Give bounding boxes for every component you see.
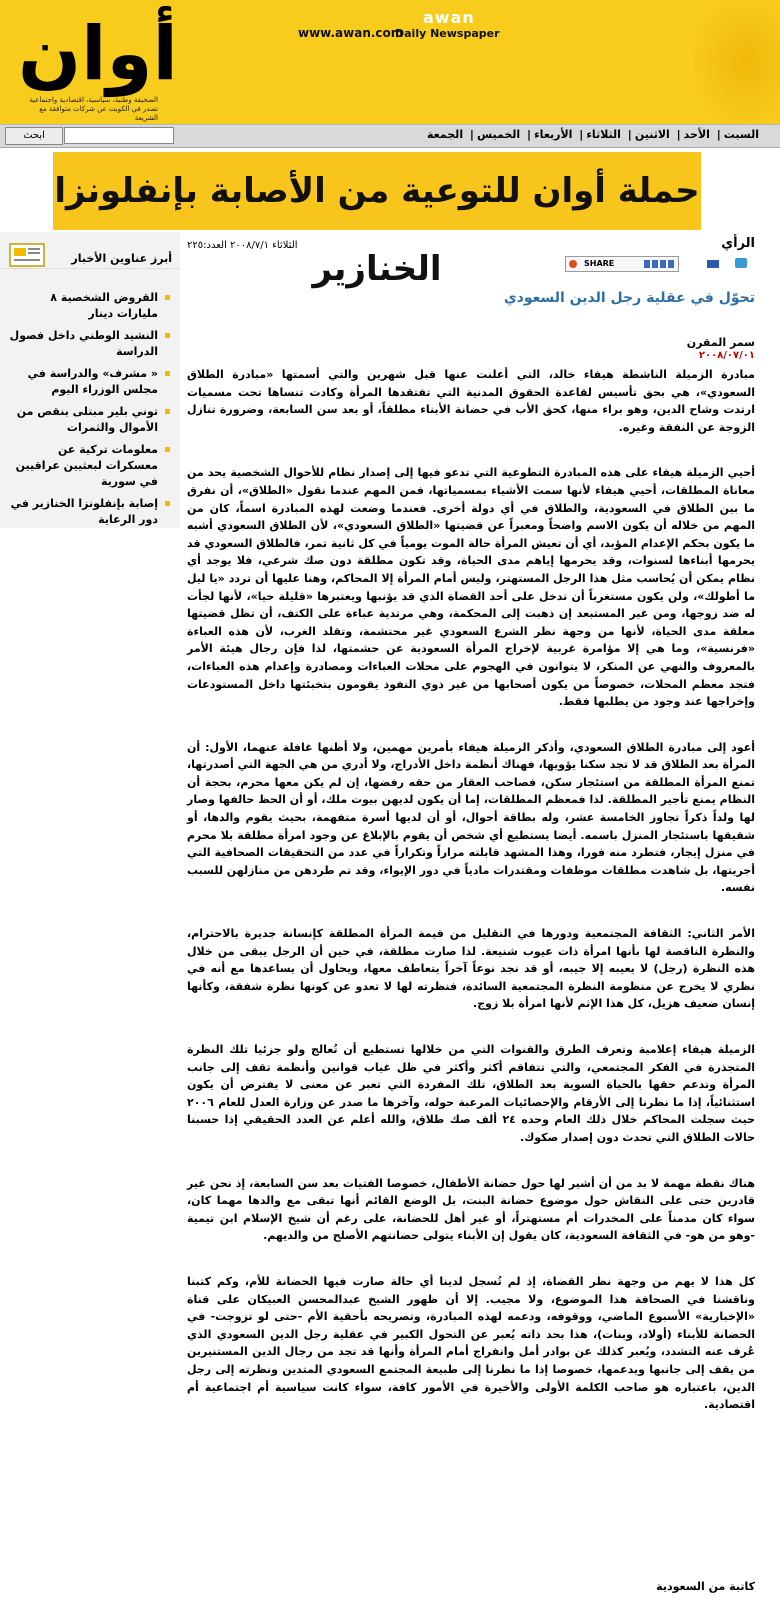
nav-day-monday[interactable]: الاثنين — [634, 128, 670, 141]
headline-list — [0, 290, 180, 534]
article-paragraph: الأمر الثاني: الثقافة المجتمعية ودورها في التقليل من قيمة المرأة المطلقة كإنسانة جديرة بالاحترام، والنظرة الناقصة لها بأنها امرأة ذات عيوب شنيعة. لذا صارت مطلقة، في حين أن الرجل يبقى من خلال هذه النظرة (رجل) لا يعيبه إلا جيبه، أو قد نجد نوعاً آخراً يتعاطف معها، ويحاول أن يساعدها مع أنه في نظري لا يخرج عن منظومة النظرة المجتمعية السائدة، فنظرته لها لا تعدو عن كونها نظرة شفقة، وكأنها إنسان ضعيف هزيل، كل هذا الإثم لأنها امرأة بلا زوج. — [187, 927, 755, 1011]
nav-day-sunday[interactable]: الأحد — [683, 128, 710, 141]
article-body — [187, 366, 755, 1442]
social-icons — [644, 260, 674, 268]
sidebar-header — [0, 238, 180, 269]
nav-day-wednesday[interactable]: الأربعاء — [534, 128, 573, 141]
search-button[interactable]: ابحث — [5, 127, 63, 145]
headline-item[interactable]: إصابة بإنفلونزا الخنازير في دور الرعاية — [0, 496, 180, 528]
headline-item[interactable]: النشيد الوطني داخل فصول الدراسة — [0, 328, 180, 360]
search-input[interactable] — [64, 127, 174, 144]
article-author[interactable]: سمر المقرن — [686, 336, 755, 349]
email-icon[interactable] — [707, 260, 719, 268]
site-logo[interactable] — [8, 8, 178, 122]
article-paragraph: أحيي الزميلة هيفاء على هذه المبادرة التطوعية التي تدعو فيها إلى إصدار نظام للأحوال الشخصية يحد من معاناة المطلقات، أحيي هيفاء لأنها سمت الأشياء بمسمياتها، فمن المهم عندما نقول «الطلاق»، أن نفرق ما بين الطلاق في السعودية، والطلاق في أي دولة أخرى. فعندما وضعت لهذه المبادرة اسماً، كان من المهم من خلاله أن يكون الاسم واضحاً ومعبراً عن قضيتها «الطلاق السعودي»، لأن الطلاق السعودي أشبه ما يكون بحكم الإعدام المؤبد، أي أن تعيش المرأة حالة الموت يومياً في كل ثانية تمر، فالطلاق السعودي قد يحرمها أبناءها لسنوات، وقد يحرمها إياهم مدى الحياة، وقد تكون مطلقة دون صك شرعي، فلا يوجد أي نظام يمكن أن يُحاسب مثل هذا الرجل المستهتر، وليس أمام المرأة إلا المحاكم، وهنا عليها أن تردد «يا ليل ما أطولك»، ولن يكون مستغرباً أن تدخل على أحد القضاة الذي قد يؤنبها ويعتبرها «قليلة حيا»، لأنها لجأت له ضد زوجها، ومن غير المستبعد إن ذهبت إلى المحكمة، وهي مرتدية عباءة على الكتف، أن تظل قضيتها معلقة مدى الحياة، لأنها من وجهة نظر الشرع السعودي غير محتشمة، وتقلد الغرب، لأن هذه العباءة «فرنسية»، وما هي إلا مؤامرة غربية لإخراج المرأة السعودية عن حشمتها، لذا فإن رجال هيئة الأمر بالمعروف والنهي عن المنكر، لا يتوانون في الهجوم على محلات العباءات ومصادرة وإعدام هذه العباءات، فتجد معظم المحلات، خصوصاً من يكون أصحابها من غير ذوي النفوذ يقومون بتخبئتها داخل المستودعات وإخراجها عند وجود من يطلبها فقط. — [187, 466, 755, 709]
article-paragraph: مبادرة الزميلة الناشطة هيفاء خالد، التي أعلنت عنها قبل شهرين والتي أسمتها «مبادرة الطلاق السعودي»، هي بحق تأسيس لقاعدة الحقوق المدنية التي تفتقدها المرأة وكادت تنساها تحت مسميات ارتدت وشاح الدين، وهو براء منها، كحق الأب في حضانة الأبناء مطلقاً، أو بعد سن السابعة، وضرورة تنازل الزوجة عن النفقة وغيره. — [187, 368, 755, 434]
site-header — [0, 0, 780, 124]
article-title: تحوّل في عقلية رجل الدين السعودي — [503, 290, 755, 306]
author-byline: كاتبة من السعودية — [656, 1580, 755, 1593]
headline-item[interactable]: القروض الشخصية ٨ مليارات دينار — [0, 290, 180, 322]
brand-subtitle: Daily Newspaper — [395, 27, 500, 40]
share-button[interactable] — [565, 256, 679, 272]
share-label: SHARE — [584, 259, 615, 268]
day-nav-bar — [0, 124, 780, 148]
headline-item[interactable]: توني بلير مبتلى بنقص من الأموال والثمرات — [0, 404, 180, 436]
logo-wordmark: أوان — [18, 11, 178, 97]
article-date: ٢٠٠٨/٠٧/٠١ — [698, 350, 755, 361]
site-url[interactable]: www.awan.com — [298, 26, 404, 40]
banner-text: حملة أوان للتوعية من الأصابة بإنفلونزا الخنازير — [54, 171, 700, 289]
section-header — [187, 232, 755, 272]
nav-day-tuesday[interactable]: الثلاثاء — [586, 128, 621, 141]
share-icon — [569, 260, 577, 268]
newspaper-icon — [8, 241, 48, 269]
news-sidebar — [0, 232, 180, 528]
nav-day-thursday[interactable]: الخميس — [476, 128, 521, 141]
header-decoration — [695, 0, 780, 124]
headline-item[interactable]: معلومات تركية عن معسكرات لبعثيين عراقيين في سورية — [0, 442, 180, 490]
logo-tagline: الصحيفة وطنية، سياسية، اقتصادية واجتماعية تصدر في الكويت عن شركات متوافقة مع الشريعة — [29, 96, 158, 122]
article-paragraph: أعود إلى مبادرة الطلاق السعودي، وأذكر الزميلة هيفاء بأمرين مهمين، ولا أظنها غافلة عنهما، الأول: أن المرأة بعد الطلاق قد لا تجد سكنا يؤويها، فهناك أنظمة داخل الأدراج، ولا أدري من هي الجهة التي أصدرتها، تمنع المرأة المطلقة من استئجار سكن، فصاحب العقار من حقه رفضها، إن لم يكن معها محرم، بحجة أن النظام يمنع تأجير المطلقة. لذا فمعظم المطلقات، إما أن يكون لديهن بيوت ملك، أو أن الحظ حالفها وصار لها ولداً ذكراً تجاوز الخامسة عشر، وله بطاقة أحوال، أو أن لديها أسرة متفهمة، بحيث يقوم والدها، أو شقيقها باستئجار المنزل باسمه. أيضا يستطيع أي شخص أن يقوم بالإبلاغ عن وجود امرأة مطلقة بلا محرم في منزل إيجار، فتطرد منه فورا، وهذا المشهد قابلته مراراً وتكراراً في عدد من التحقيقات الصحافية التي أجريتها، بل شاهدت مطلقات موظفات ومقتدرات مادياً في دور الإيواء، وقد تم طردهن من منازلهن للسبب نفسه. — [187, 740, 755, 895]
headline-item[interactable]: « مشرف» والدراسة في مجلس الوزراء اليوم — [0, 366, 180, 398]
comment-icon[interactable] — [735, 258, 747, 268]
article-paragraph: هناك نقطة مهمة لا بد من أن أشير لها حول حضانة الأطفال، خصوصا الفتيات بعد سن السابعة، إذ نحن غير قادرين حتى على النقاش حول موضوع حضانة البنت، بل الوضع القائم أنها تبقى مع والدها مهما كان، سواء كان مدمناً على المخدرات أم مستهتراً، أو غير أهل للحضانة، على رغم أن شيخ الإسلام ابن تيمية -وهو من هو- في الثقافة السعودية، كان يقول إن الأبناء يتولى حضانتهم الأصلح من والديهم. — [187, 1176, 755, 1243]
article-paragraph: الزميلة هيفاء إعلامية وتعرف الطرق والقنوات التي من خلالها تستطيع أن تُعالج ولو جزئيا تلك النظرة المتجذرة في الفكر المجتمعي، والتي تتفاقم أكثر وأكثر في ظل غياب قوانين وأنظمة تقف إلى جانب المرأة وتدعم حقها بالحياة السوية بعد الطلاق، تلك المفردة التي تعبر عن معنى لا يفترض أن يكون استثنائياً، إذا ما نظرنا إلى الأرقام والإحصائيات المرعبة حوله، وآخرها ما صدر عن وزارة العدل للعام ٢٠٠٦ حيث سجلت المحاكم خلال ذلك العام وحده ٢٤ ألف صك طلاق، والله أعلم عن العدد الحقيقي إذا حسبنا حالات الطلاق التي تحدث دون إصدار صكوك. — [187, 1043, 755, 1144]
brand-mini-logo: awan — [423, 8, 475, 27]
section-title: الرأي — [721, 236, 755, 251]
issue-date: الثلاثاء ٢٠٠٨/٧/١ العدد:٢٢٥ — [187, 240, 298, 251]
sidebar-title: أبرز عناوين الأخبار — [71, 252, 172, 265]
nav-day-saturday[interactable]: السبت — [723, 128, 759, 141]
article-paragraph: كل هذا لا يهم من وجهة نظر القضاة، إذ لم تُسجل لدينا أي حالة صارت فيها الحضانة للأم، وكم كتبنا وناقشنا في الصحافة هذا الموضوع، ولا مجيب. إلا أن ظهور الشيخ عبدالمحسن العبيكان على قناة «الإخبارية» الأسبوع الماضي، ووقوفه، ودعمه لهذه المبادرة، وتصريحه بأحقية الأم -حتى لو تزوجت- في الحضانة للأبناء (أولاد، وبنات)، هذا بحد ذاته يُعبر عن التحول الكبير في عقلية رجل الدين السعودي الذي عُرف عنه التشدد، ويُعبر كذلك عن بوادر أمل وانفراج أمام المرأة وأنها قد تجد من رجال الدين المستنيرين من يقف إلى جانبها ويدعمها، خصوصا إذا ما نظرنا إلى طبيعة المجتمع السعودي المتدين ونظرته إلى رجل الدين، باعتباره هو صاحب الكلمة الأولى والأخيرة في الأمور كافة، سواء كانت سياسية أم اجتماعية أم اقتصادية. — [187, 1274, 755, 1412]
day-links: السبت| الأحد| الاثنين| الثلاثاء| الأربعاء| الخميس| الجمعة — [427, 128, 759, 141]
nav-day-friday[interactable]: الجمعة — [427, 128, 464, 141]
